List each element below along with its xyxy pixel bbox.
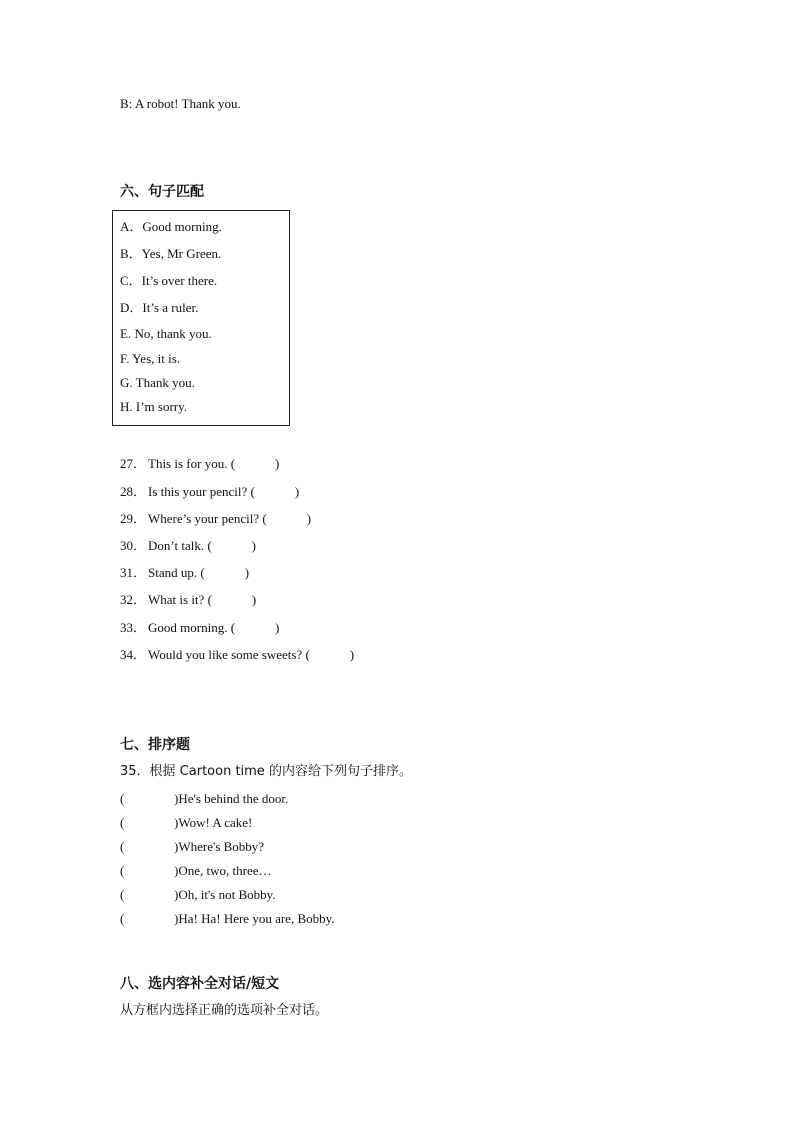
question-32: 32． What is it? ( ) (120, 592, 257, 607)
option-e: E. No, thank you. (120, 326, 212, 341)
order-item-2: ( )Wow! A cake! (120, 815, 253, 830)
question-33: 33． Good morning. ( ) (120, 620, 280, 635)
order-blank[interactable]: ( (120, 791, 125, 806)
question-31: 31． Stand up. ( ) (120, 565, 250, 580)
order-blank[interactable]: ( (120, 911, 125, 926)
order-item-4: ( )One, two, three… (120, 863, 272, 878)
order-blank[interactable]: ( (120, 815, 125, 830)
option-b: B．Yes, Mr Green. (120, 246, 222, 261)
order-blank[interactable]: ( (120, 839, 125, 854)
question-27: 27． This is for you. ( ) (120, 456, 280, 471)
question-28: 28． Is this your pencil? ( ) (120, 484, 300, 499)
dialogue-line: B: A robot! Thank you. (120, 96, 241, 111)
question-30: 30． Don’t talk. ( ) (120, 538, 257, 553)
order-item-6: ( )Ha! Ha! Here you are, Bobby. (120, 911, 335, 926)
option-c: C．It’s over there. (120, 273, 218, 288)
order-item-1: ( )He's behind the door. (120, 791, 289, 806)
order-item-5: ( )Oh, it's not Bobby. (120, 887, 276, 902)
section-7-heading: 七、排序题 (120, 737, 190, 753)
section-8-instruction: 从方框内选择正确的选项补全对话。 (120, 1003, 329, 1018)
option-f: F. Yes, it is. (120, 351, 181, 366)
order-blank[interactable]: ( (120, 887, 125, 902)
options-box (112, 210, 290, 426)
question-29: 29． Where’s your pencil? ( ) (120, 511, 312, 526)
option-d: D．It’s a ruler. (120, 300, 199, 315)
option-a: A．Good morning. (120, 219, 222, 234)
order-item-3: ( )Where's Bobby? (120, 839, 265, 854)
option-h: H. I’m sorry. (120, 399, 188, 414)
section-7-instruction: 35．根据 Cartoon time 的内容给下列句子排序。 (120, 764, 412, 779)
section-8-heading: 八、选内容补全对话/短文 (120, 976, 280, 992)
section-6-heading: 六、句子匹配 (120, 184, 204, 200)
question-34: 34． Would you like some sweets? ( ) (120, 647, 355, 662)
option-g: G. Thank you. (120, 375, 195, 390)
order-blank[interactable]: ( (120, 863, 125, 878)
